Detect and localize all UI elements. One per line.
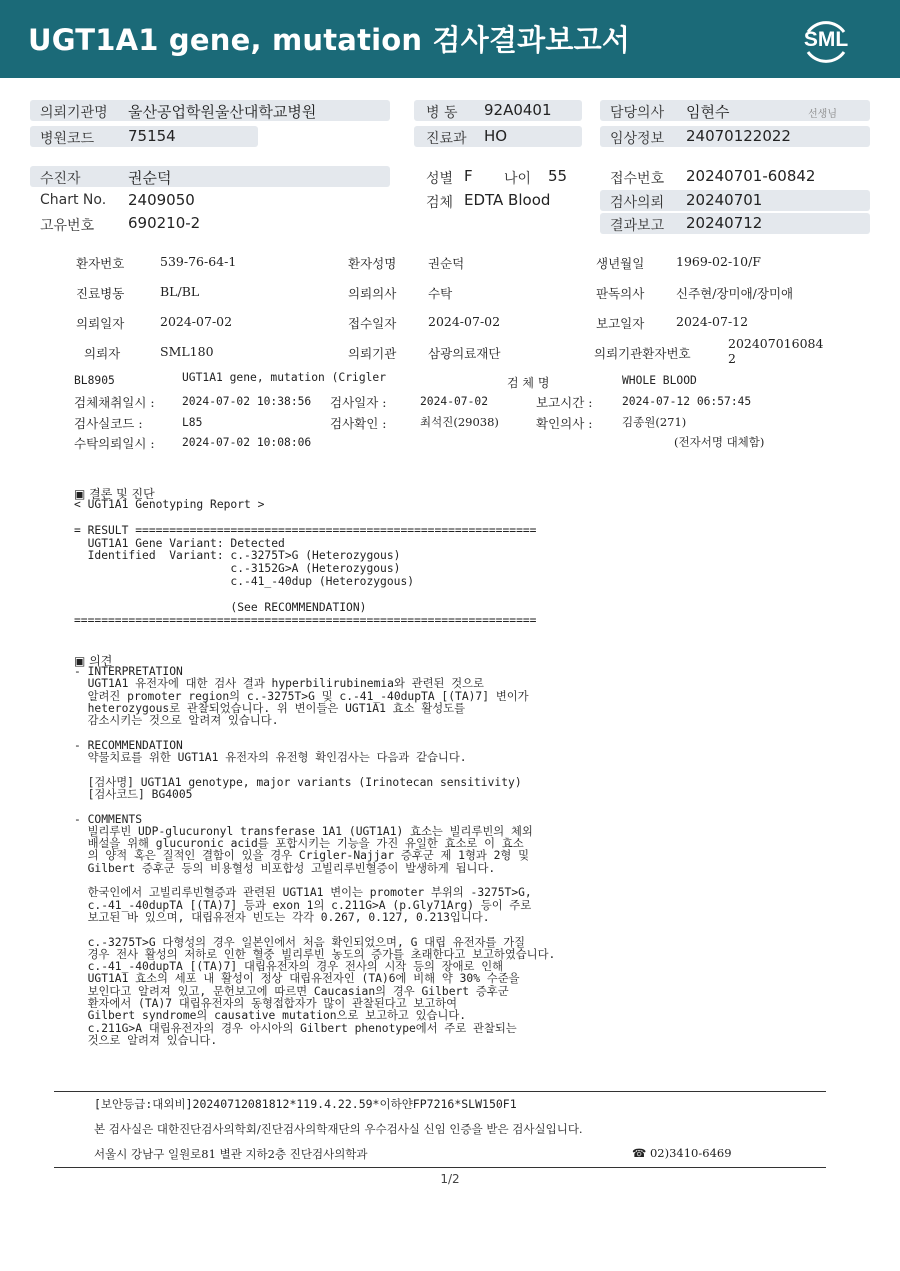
opinion-line: c.-3275T>G 다형성의 경우 일본인에서 처음 확인되었으며, G 대립 유전자를 가질 <box>74 935 526 949</box>
report-date-label-scan: 보고일자 <box>596 316 645 331</box>
institution-value: 울산공업학원울산대학교병원 <box>128 103 317 121</box>
doctor-field <box>600 100 870 121</box>
test-date-label: 검사일자 : <box>330 395 387 410</box>
specimen-value: EDTA Blood <box>464 191 551 209</box>
opinion-line: Gilbert 증후군 등의 비용혈성 비포합성 고빌리루빈혈증이 발생하게 됩니다. <box>74 861 496 875</box>
req-inst-label: 의뢰기관 <box>348 346 397 361</box>
request-field <box>600 190 870 211</box>
specimen-field <box>414 190 582 211</box>
opinion-line: c.-41_-40dupTA [(TA)7] 등과 exon 1의 c.211G>A (p.Gly71Arg) 등이 주로 <box>74 898 532 912</box>
opinion-line: 배설을 위해 glucuronic acid를 포합시키는 기능을 가진 유일한 효소로 이 효소 <box>74 837 524 851</box>
phone-line: ☎ 02)3410-6469 <box>632 1146 732 1160</box>
verify-value: 김종원(271) <box>622 415 687 429</box>
opinion-line: Gilbert syndrome의 causative mutation으로 보고하고 있습니다. <box>74 1009 467 1023</box>
specimen-label: 검체 <box>426 195 454 211</box>
report-date-field <box>600 213 870 234</box>
req-inst-patient-value: 202407016084 <box>728 336 824 351</box>
birth-label: 생년월일 <box>596 256 645 271</box>
request-value: 20240701 <box>686 191 763 209</box>
confirm-value: 최석진(29038) <box>420 415 499 429</box>
chart-field <box>30 190 258 211</box>
ward-value: 92A0401 <box>484 101 552 119</box>
opinion-line: - INTERPRETATION <box>74 665 183 678</box>
unique-label: 고유번호 <box>40 218 95 234</box>
opinion-line: 것으로 알려져 있습니다. <box>74 1033 218 1047</box>
opinion-line: heterozygous로 관찰되었습니다. 위 변이들은 UGT1A1 효소 활성도를 <box>74 701 465 715</box>
opinion-line <box>74 801 555 813</box>
clinical-value: 24070122022 <box>686 127 791 145</box>
patient-name-label: 환자성명 <box>348 256 397 271</box>
patient-value: 권순덕 <box>128 169 172 187</box>
opinion-body <box>74 666 555 1047</box>
opinion-line: 환자에서 (TA)7 대립유전자의 동형접합자가 많이 관찰된다고 보고하여 <box>74 997 458 1011</box>
req-date-label: 의뢰일자 <box>76 316 125 331</box>
report-time-value: 2024-07-12 06:57:45 <box>622 395 752 408</box>
req-inst-patient-label: 의뢰기관환자번호 <box>594 346 691 361</box>
report-time-label: 보고시간 : <box>536 395 593 410</box>
requester-label: 의뢰자 <box>84 346 121 361</box>
result-bar-top: = RESULT =========================================================== <box>74 524 537 537</box>
report-date-label: 결과보고 <box>610 218 665 234</box>
security-line: [보안등급:대외비]20240712081812*119.4.22.59*이하얀FP7216*SLW150F1 <box>94 1097 517 1111</box>
patient-label: 수진자 <box>40 171 81 187</box>
footer-divider-top <box>54 1091 826 1092</box>
chart-value: 2409050 <box>128 191 195 209</box>
sex-age-field <box>414 166 582 187</box>
requester-value: SML180 <box>160 344 214 359</box>
clinical-field <box>600 126 870 147</box>
receipt-field <box>600 166 870 187</box>
hospital-code-value: 75154 <box>128 127 176 145</box>
doctor-value: 임현수 <box>686 103 730 121</box>
opinion-heading: ▣ 의견 <box>74 654 113 668</box>
opinion-line: UGT1A1 유전자에 대한 검사 결과 hyperbilirubinemia와 관련된 것으로 <box>74 677 484 691</box>
verify-label: 확인의사 : <box>536 416 593 431</box>
hospital-code-field <box>30 126 258 147</box>
opinion-line: [검사코드] BG4005 <box>74 787 193 801</box>
unique-value: 690210-2 <box>128 214 201 232</box>
sml-logo <box>798 14 854 70</box>
test-name: UGT1A1 gene, mutation (Crigler <box>182 371 387 384</box>
result-line-2: Identified Variant: c.-3275T>G (Heterozygous) <box>74 549 401 562</box>
hospital-code-label: 병원코드 <box>40 131 95 147</box>
page-number: 1/2 <box>440 1172 460 1186</box>
result-line-1: UGT1A1 Gene Variant: Detected <box>74 537 285 550</box>
reading-doctor-label: 판독의사 <box>596 286 645 301</box>
scan-specimen-value: WHOLE BLOOD <box>622 374 697 387</box>
req-doctor-value: 수탁 <box>428 286 453 301</box>
opinion-line: - RECOMMENDATION <box>74 738 183 752</box>
opinion-line: 빌리루빈 UDP-glucuronyl transferase 1A1 (UGT1A1) 효소는 빌리루빈의 체외 <box>74 824 533 838</box>
opinion-line: [검사명] UGT1A1 genotype, major variants (Irinotecan sensitivity) <box>74 775 522 789</box>
dept-label: 진료과 <box>426 131 467 147</box>
confirm-label: 검사확인 : <box>330 416 387 431</box>
ward-field <box>414 100 582 121</box>
opinion-line: 한국인에서 고빌리루빈혈증과 관련된 UGT1A1 변이는 promoter 부위의 -3275T>G, <box>74 886 532 900</box>
test-date-value: 2024-07-02 <box>420 395 489 408</box>
ward-label-scan: 진료병동 <box>76 286 125 301</box>
age-label: 나이 <box>504 171 532 187</box>
institution-label: 의뢰기관명 <box>40 105 108 121</box>
age-value: 55 <box>548 167 568 185</box>
opinion-line: c.211G>A 대립유전자의 경우 아시아의 Gilbert phenotype에서 주로 관찰되는 <box>74 1021 517 1035</box>
scan-specimen-label: 검 체 명 <box>507 376 550 390</box>
result-line-4: c.-41_-40dup (Heterozygous) <box>74 575 415 588</box>
result-heading: ▣ 결론 및 진단 <box>74 487 155 501</box>
patient-no-value: 539-76-64-1 <box>160 254 237 269</box>
report-date-value-scan: 2024-07-12 <box>676 314 749 329</box>
opinion-line <box>74 727 555 739</box>
sex-label: 성별 <box>426 171 454 187</box>
certification-line: 본 검사실은 대한진단검사의학회/진단검사의학재단의 우수검사실 신임 인증을 받은 검사실입니다. <box>94 1122 583 1136</box>
result-line-5: (See RECOMMENDATION) <box>74 601 367 614</box>
req-inst-value: 삼광의료재단 <box>428 346 501 361</box>
req-date-value: 2024-07-02 <box>160 314 233 329</box>
patient-no-label: 환자번호 <box>76 256 125 271</box>
consign-value: 2024-07-02 10:08:06 <box>182 436 312 449</box>
opinion-line: UGT1A1 효소의 세포 내 활성이 정상 대립유전자인 (TA)6에 비해 약 30% 수준을 <box>74 972 520 986</box>
opinion-line: 감소시키는 것으로 알려져 있습니다. <box>74 714 279 728</box>
report-header <box>0 0 900 78</box>
sex-value: F <box>464 167 473 185</box>
clinical-label: 임상정보 <box>610 131 665 147</box>
opinion-line <box>74 764 555 776</box>
ward-label: 병 동 <box>426 105 458 121</box>
opinion-line: 약물치료를 위한 UGT1A1 유전자의 유전형 확인검사는 다음과 같습니다. <box>74 751 467 765</box>
room-value: L85 <box>182 416 203 429</box>
opinion-line: 보인다고 알려져 있고, 문헌보고에 따르면 Caucasian의 경우 Gilbert 증후군 <box>74 984 509 998</box>
doctor-suffix: 선생님 <box>808 109 837 120</box>
result-line-3: c.-3152G>A (Heterozygous) <box>74 562 401 575</box>
birth-value: 1969-02-10/F <box>676 254 761 269</box>
patient-field <box>30 166 390 187</box>
dept-value: HO <box>484 127 508 145</box>
receipt-label: 접수번호 <box>610 171 665 187</box>
address-line: 서울시 강남구 일원로81 별관 지하2층 진단검사의학과 <box>94 1147 368 1161</box>
collect-value: 2024-07-02 10:38:56 <box>182 395 312 408</box>
result-subtitle: < UGT1A1 Genotyping Report > <box>74 498 265 511</box>
patient-name-value: 권순덕 <box>428 256 465 271</box>
chart-label: Chart No. <box>40 192 107 208</box>
institution-field <box>30 100 390 121</box>
ward-value-scan: BL/BL <box>160 284 200 299</box>
opinion-line: 알려진 promoter region의 c.-3275T>G 및 c.-41_-40dupTA [(TA)7] 변이가 <box>74 689 529 703</box>
room-label: 검사실코드 : <box>74 416 143 431</box>
receipt-value: 20240701-60842 <box>686 167 816 185</box>
logo-text: SML <box>803 28 849 51</box>
opinion-line: 의 양적 혹은 질적인 결함이 있을 경우 Crigler-Najjar 증후군 제 1형과 2형 및 <box>74 849 530 863</box>
opinion-line: 경우 전사 활성의 저하로 인한 혈중 빌리루빈 농도의 증가를 초래한다고 보고하였습니다. <box>74 947 556 961</box>
receipt-date-label: 접수일자 <box>348 316 397 331</box>
unique-field <box>30 213 258 234</box>
req-inst-patient-value-cont: 2 <box>728 351 736 366</box>
consign-label: 수탁의뢰일시 : <box>74 436 155 451</box>
report-date-value: 20240712 <box>686 214 763 232</box>
dept-field <box>414 126 582 147</box>
doctor-label: 담당의사 <box>610 105 665 121</box>
collect-label: 검체채취일시 : <box>74 395 155 410</box>
opinion-line: c.-41_-40dupTA [(TA)7] 대립유전자의 경우 전사의 시작 등의 장애로 인해 <box>74 960 504 974</box>
test-code: BL8905 <box>74 374 115 387</box>
esign-note: (전자서명 대체함) <box>674 435 765 449</box>
reading-doctor-value: 신주현/장미애/장미애 <box>676 286 794 301</box>
report-title: UGT1A1 gene, mutation 검사결과보고서 <box>28 23 631 57</box>
footer-divider-bottom <box>54 1167 826 1168</box>
opinion-line <box>74 924 555 936</box>
opinion-line: - COMMENTS <box>74 812 143 826</box>
result-bar-bottom: ==================================================================== <box>74 614 537 627</box>
req-doctor-label: 의뢰의사 <box>348 286 397 301</box>
receipt-date-value: 2024-07-02 <box>428 314 501 329</box>
opinion-line: 보고된 바 있으며, 대립유전자 빈도는 각각 0.267, 0.127, 0.213입니다. <box>74 910 490 924</box>
request-label: 검사의뢰 <box>610 195 665 211</box>
